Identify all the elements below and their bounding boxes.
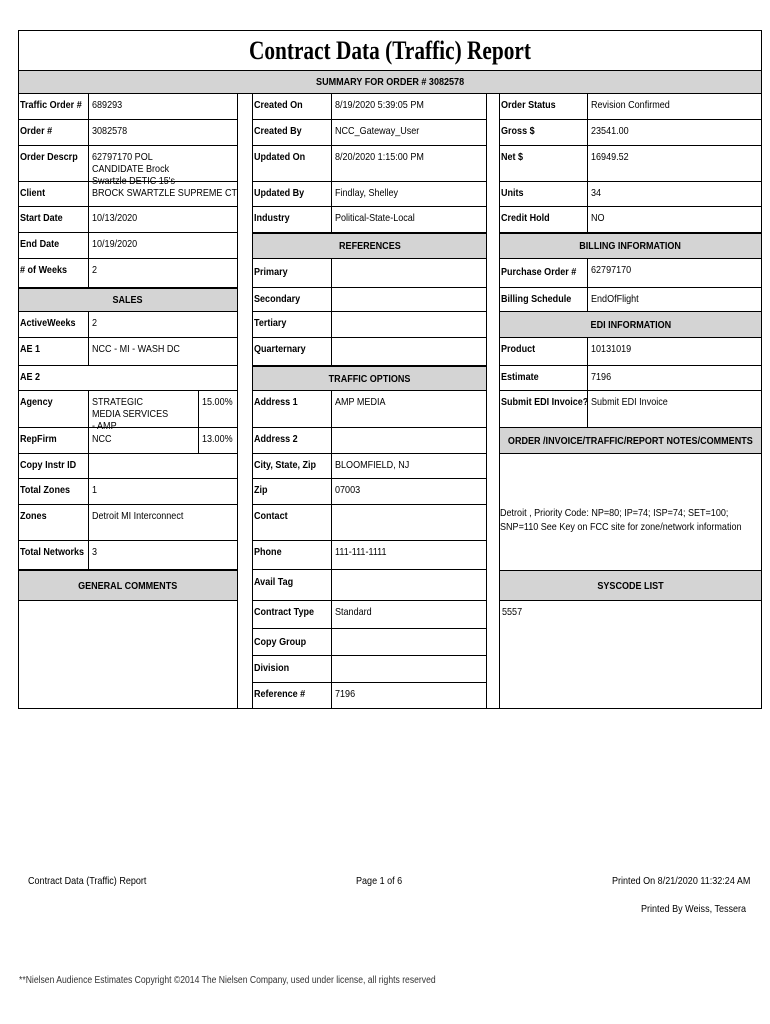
row-repfirm: RepFirm NCC 13.00% xyxy=(18,428,238,454)
row-updated-on: Updated On 8/20/2020 1:15:00 PM xyxy=(252,146,487,182)
row-order-status: Order Status Revision Confirmed xyxy=(499,94,762,120)
row-reference: Reference # 7196 xyxy=(252,683,487,709)
row-credit-hold: Credit Hold NO xyxy=(499,207,762,233)
row-units: Units 34 xyxy=(499,182,762,207)
row-ae2: AE 2 xyxy=(18,366,238,391)
row-division: Division xyxy=(252,656,487,683)
footer-printed-by: Printed By Weiss, Tessera xyxy=(641,903,747,915)
row-billing-schedule: Billing Schedule EndOfFlight xyxy=(499,288,762,312)
row-city: City, State, Zip BLOOMFIELD, NJ xyxy=(252,454,487,479)
row-agency: Agency STRATEGIC MEDIA SERVICES - AMP 15.00% xyxy=(18,391,238,428)
row-gross: Gross $ 23541.00 xyxy=(499,120,762,146)
row-contract-type: Contract Type Standard xyxy=(252,601,487,629)
sales-heading: SALES xyxy=(18,288,238,312)
row-phone: Phone 111-111-1111 xyxy=(252,541,487,570)
row-weeks: # of Weeks 2 xyxy=(18,259,238,288)
row-traffic-order: Traffic Order # 689293 xyxy=(18,94,238,120)
row-address1: Address 1 AMP MEDIA xyxy=(252,391,487,428)
row-updated-by: Updated By Findlay, Shelley xyxy=(252,182,487,207)
row-submit-edi: Submit EDI Invoice? Submit EDI Invoice xyxy=(499,391,762,428)
row-address2: Address 2 xyxy=(252,428,487,454)
row-tertiary: Tertiary xyxy=(252,312,487,338)
row-estimate: Estimate 7196 xyxy=(499,366,762,391)
row-avail-tag: Avail Tag xyxy=(252,570,487,601)
row-order-number: Order # 3082578 xyxy=(18,120,238,146)
row-primary: Primary xyxy=(252,259,487,288)
row-net: Net $ 16949.52 xyxy=(499,146,762,182)
row-quarternary: Quarternary xyxy=(252,338,487,366)
references-heading: REFERENCES xyxy=(252,233,487,259)
billing-heading: BILLING INFORMATION xyxy=(499,233,762,259)
footer-copyright: **Nielsen Audience Estimates Copyright ©2014 The Nielsen Company, used under license, all rights reserved xyxy=(19,975,436,986)
row-order-descr: Order Descrp 62797170 POL CANDIDATE Brock Swartzle DETIC 15's xyxy=(18,146,238,182)
row-client: Client BROCK SWARTZLE SUPREME CT xyxy=(18,182,238,207)
row-zip: Zip 07003 xyxy=(252,479,487,505)
syscode-value: 5557 xyxy=(502,606,523,618)
row-start-date: Start Date 10/13/2020 xyxy=(18,207,238,233)
general-comments-heading: GENERAL COMMENTS xyxy=(18,570,238,601)
report-title: Contract Data (Traffic) Report xyxy=(18,30,762,70)
row-copy-group: Copy Group xyxy=(252,629,487,656)
row-created-by: Created By NCC_Gateway_User xyxy=(252,120,487,146)
row-total-networks: Total Networks 3 xyxy=(18,541,238,570)
summary-heading: SUMMARY FOR ORDER # 3082578 xyxy=(18,70,762,94)
footer-report-name: Contract Data (Traffic) Report xyxy=(28,875,147,887)
row-end-date: End Date 10/19/2020 xyxy=(18,233,238,259)
footer-page-number: Page 1 of 6 xyxy=(356,875,403,887)
row-created-on: Created On 8/19/2020 5:39:05 PM xyxy=(252,94,487,120)
row-ae1: AE 1 NCC - MI - WASH DC xyxy=(18,338,238,366)
traffic-options-heading: TRAFFIC OPTIONS xyxy=(252,366,487,391)
row-product: Product 10131019 xyxy=(499,338,762,366)
footer-printed-on: Printed On 8/21/2020 11:32:24 AM xyxy=(612,875,751,887)
order-notes: Detroit , Priority Code: NP=80; IP=74; ISP=74; SET=100; SNP=110 See Key on FCC site for zone/network information xyxy=(500,507,742,533)
row-industry: Industry Political-State-Local xyxy=(252,207,487,233)
row-active-weeks: ActiveWeeks 2 xyxy=(18,312,238,338)
edi-heading: EDI INFORMATION xyxy=(499,311,762,338)
syscode-heading: SYSCODE LIST xyxy=(499,570,762,601)
row-secondary: Secondary xyxy=(252,288,487,312)
row-purchase-order: Purchase Order # 62797170 xyxy=(499,259,762,288)
row-zones: Zones Detroit MI Interconnect xyxy=(18,505,238,541)
row-total-zones: Total Zones 1 xyxy=(18,479,238,505)
row-contact: Contact xyxy=(252,505,487,541)
row-copy-instr: Copy Instr ID xyxy=(18,454,238,479)
notes-heading: ORDER /INVOICE/TRAFFIC/REPORT NOTES/COMMENTS xyxy=(499,427,762,454)
